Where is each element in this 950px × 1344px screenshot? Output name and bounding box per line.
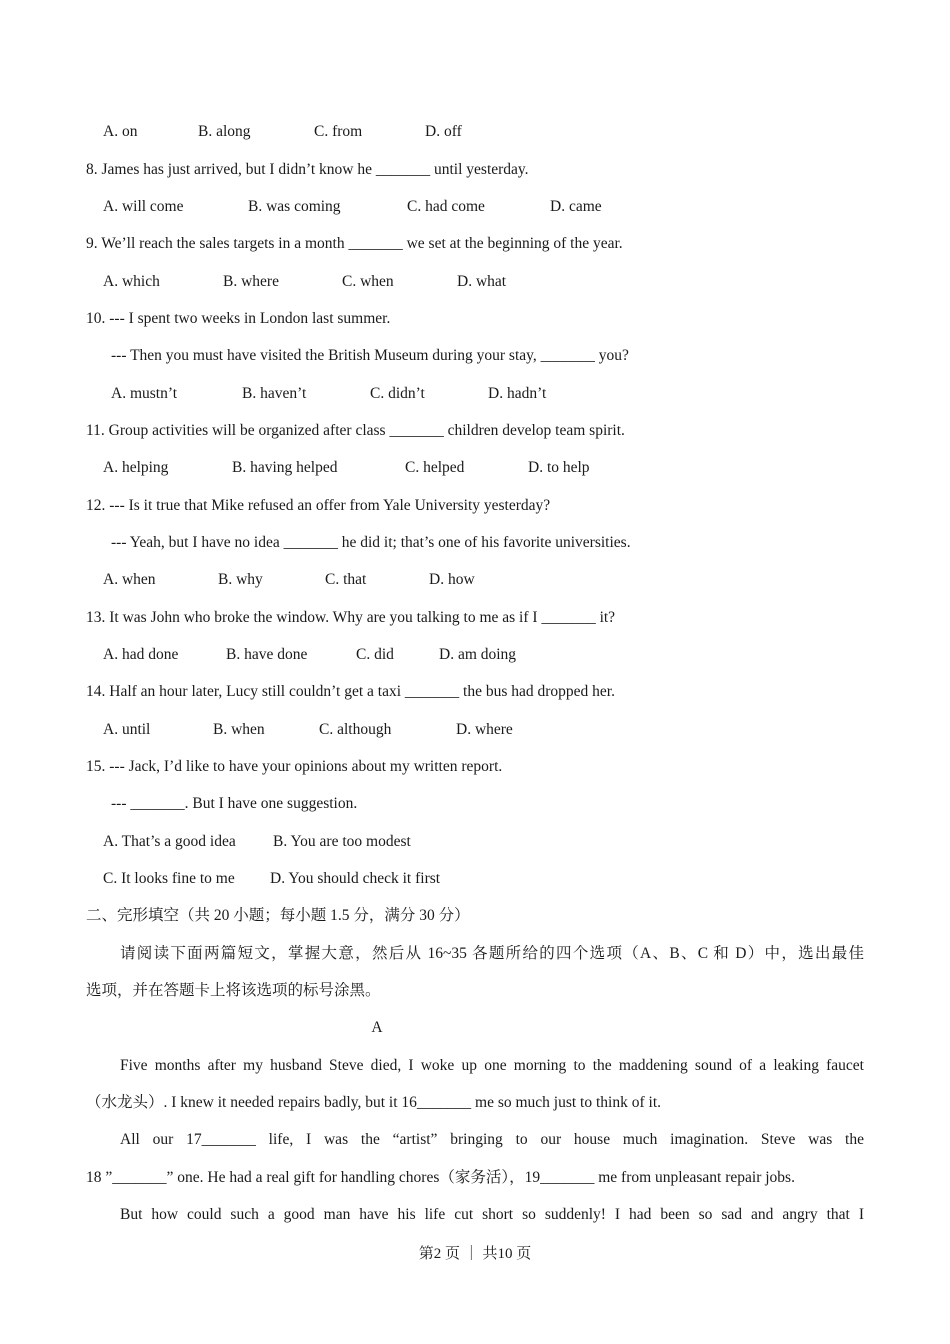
q14-option-b: B. when: [213, 721, 265, 738]
q12-option-b: B. why: [218, 571, 263, 588]
q9-option-d: D. what: [457, 273, 507, 290]
q12-option-a: A. when: [103, 571, 156, 588]
question-12-stem-reply: --- Yeah, but I have no idea _______ he did it; that’s one of his favorite universities.: [111, 534, 631, 551]
q11-option-a: A. helping: [103, 459, 169, 476]
q15-option-c: C. It looks fine to me: [103, 870, 235, 887]
passage-text: Five months after my husband Steve died, I woke up one morning to the maddening sound of a leaking faucet: [120, 1057, 864, 1074]
q14-option-d: D. where: [456, 721, 513, 738]
q11-option-b: B. having helped: [232, 459, 338, 476]
q10-option-a: A. mustn’t: [111, 385, 178, 402]
question-10-stem-reply: --- Then you must have visited the British Museum during your stay, _______ you?: [111, 347, 629, 364]
passage-text: But how could such a good man have his life cut short so suddenly! I had been so sad and angry that I: [120, 1206, 864, 1223]
q14-option-c: C. although: [319, 721, 392, 738]
q9-option-b: B. where: [223, 273, 279, 290]
question-15-stem-reply: --- _______. But I have one suggestion.: [111, 795, 358, 812]
q8-option-b: B. was coming: [248, 198, 341, 215]
q7-option-c: C. from: [314, 123, 363, 140]
question-14-stem: 14. Half an hour later, Lucy still couldn’t get a taxi _______ the bus had dropped her.: [86, 683, 615, 700]
passage-line-4: 18 ”_______” one. He had a real gift for handling chores（家务活），19_______ me from unpleasant repair jobs.: [86, 1169, 795, 1186]
q13-option-a: A. had done: [103, 646, 179, 663]
question-15-stem: 15. --- Jack, I’d like to have your opinions about my written report.: [86, 758, 503, 775]
q10-option-d: D. hadn’t: [488, 385, 547, 402]
section-2-instruction-line-2: 选项，并在答题卡上将该选项的标号涂黑。: [86, 982, 381, 999]
q8-option-a: A. will come: [103, 198, 184, 215]
q10-option-b: B. haven’t: [242, 385, 307, 402]
q12-option-d: D. how: [429, 571, 475, 588]
instruction-text: 请阅读下面两篇短文，掌握大意，然后从 16~35 各题所给的四个选项（A、B、C 和 D）中，选出最佳: [120, 945, 864, 962]
q10-option-c: C. didn’t: [370, 385, 425, 402]
q7-option-d: D. off: [425, 123, 462, 140]
q9-option-c: C. when: [342, 273, 394, 290]
section-2-heading: 二、完形填空（共 20 小题；每小题 1.5 分，满分 30 分）: [86, 907, 470, 924]
q12-option-c: C. that: [325, 571, 367, 588]
q13-option-b: B. have done: [226, 646, 308, 663]
section-2-instruction-line-1: [120, 944, 864, 964]
question-10-stem: 10. --- I spent two weeks in London last summer.: [86, 310, 391, 327]
q7-option-a: A. on: [103, 123, 138, 140]
q15-option-b: B. You are too modest: [273, 833, 411, 850]
passage-line-5: [120, 1205, 864, 1225]
passage-line-3: [120, 1130, 864, 1150]
question-13-stem: 13. It was John who broke the window. Why are you talking to me as if I _______ it?: [86, 609, 616, 626]
q8-option-d: D. came: [550, 198, 602, 215]
q11-option-d: D. to help: [528, 459, 590, 476]
q13-option-c: C. did: [356, 646, 394, 663]
page-footer: 第2 页 ｜ 共10 页: [418, 1246, 532, 1262]
q15-option-d: D. You should check it first: [270, 870, 441, 887]
question-9-stem: 9. We’ll reach the sales targets in a month _______ we set at the beginning of the year.: [86, 235, 623, 252]
q11-option-c: C. helped: [405, 459, 465, 476]
question-11-stem: 11. Group activities will be organized after class _______ children develop team spirit.: [86, 422, 625, 439]
q9-option-a: A. which: [103, 273, 160, 290]
q15-option-a: A. That’s a good idea: [103, 833, 236, 850]
passage-line-1: [120, 1056, 864, 1076]
question-12-stem: 12. --- Is it true that Mike refused an offer from Yale University yesterday?: [86, 497, 551, 514]
q13-option-d: D. am doing: [439, 646, 517, 663]
q14-option-a: A. until: [103, 721, 151, 738]
passage-text: All our 17_______ life, I was the “artist” bringing to our house much imagination. Steve was the: [120, 1131, 864, 1148]
q8-option-c: C. had come: [407, 198, 485, 215]
question-8-stem: 8. James has just arrived, but I didn’t know he _______ until yesterday.: [86, 161, 529, 178]
passage-line-2: （水龙头）. I knew it needed repairs badly, but it 16_______ me so much just to think of it.: [86, 1094, 661, 1111]
q7-option-b: B. along: [198, 123, 251, 140]
passage-label: A: [371, 1019, 383, 1036]
